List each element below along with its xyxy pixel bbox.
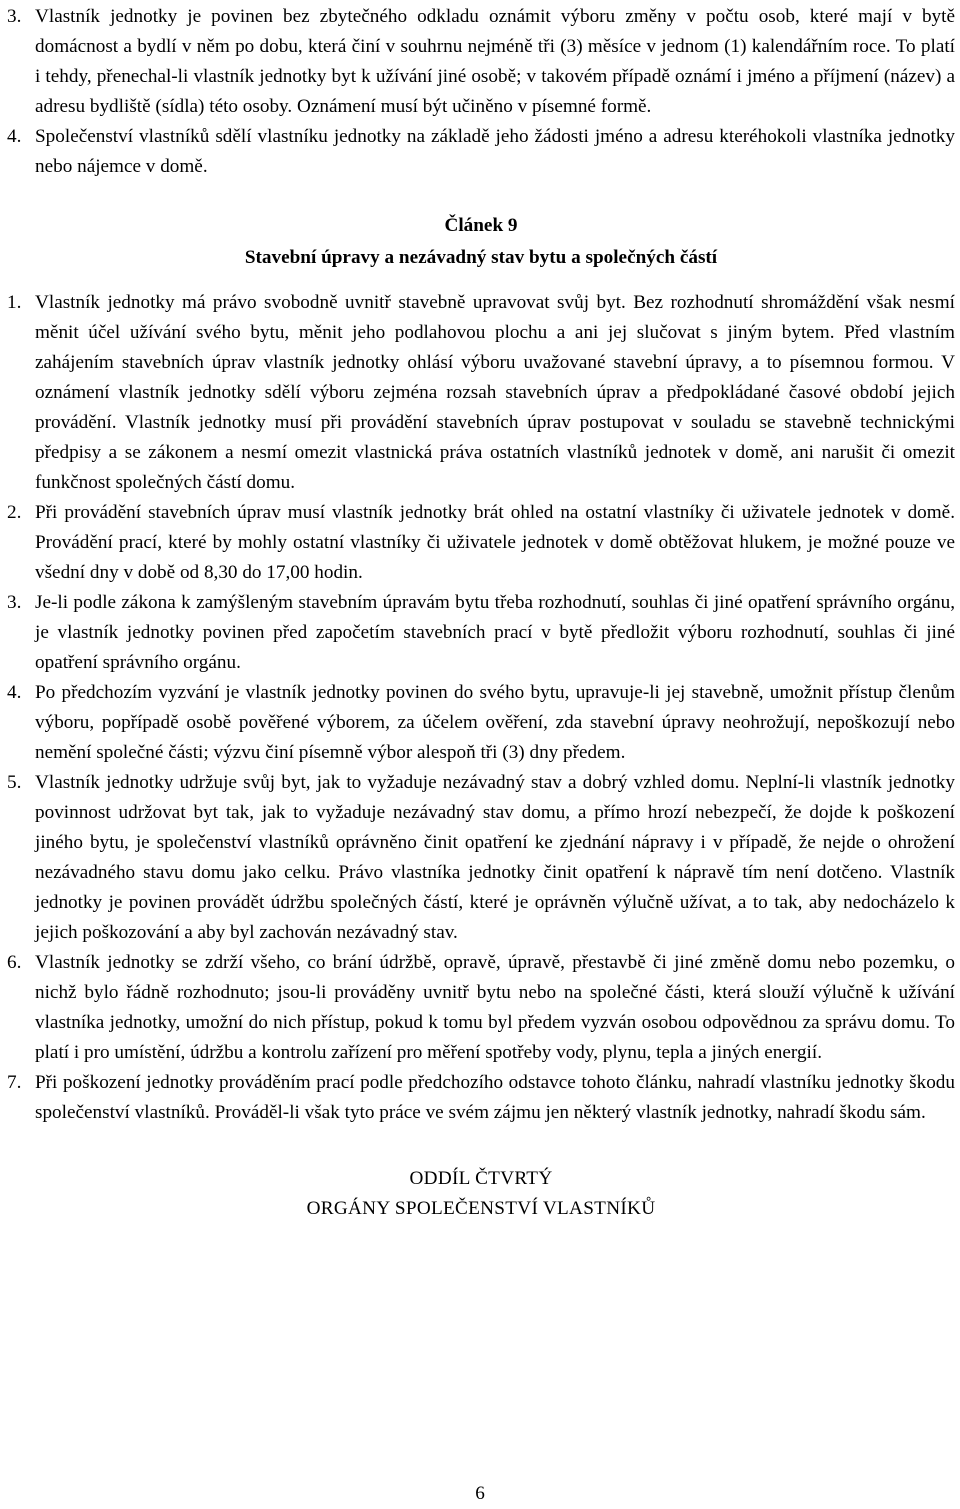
list-item	[7, 498, 955, 588]
list-item	[7, 122, 955, 182]
list-item	[7, 678, 955, 768]
article-number: Článek 9	[444, 215, 518, 236]
list-item	[7, 588, 955, 678]
part-label: ODDÍL ČTVRTÝ	[409, 1168, 553, 1189]
item-number: 5.	[7, 772, 22, 793]
item-text: Vlastník jednotky má právo svobodně uvnitř stavebně upravovat svůj byt. Bez rozhodnutí shromáždění však nesmí měnit účel užívání svého bytu, měnit jeho podlahovou plochu a ani jej slučovat s jiným bytem. Před vlastním zahájením stavebních úprav vlastník jednotky ohlásí výboru uvažované stavební úpravy, a to písemnou formou. V oznámení vlastník jednotky sdělí výboru zejména rozsah stavebních úprav a předpokládané časové období jejich provádění. Vlastník jednotky musí při provádění stavebních úprav postupovat v souladu se stavebně technickými předpisy a se zákonem a nesmí omezit vlastnická práva ostatních vlastníků jednotek v domě, ani narušit či omezit funkčnost společných částí domu.	[35, 292, 955, 493]
item-text: Při provádění stavebních úprav musí vlastník jednotky brát ohled na ostatní vlastníky či uživatele jednotek v domě. Provádění prací, které by mohly ostatní vlastníky či uživatele jednotek v domě obtěžovat hlukem, je možné pouze ve všední dny v době od 8,30 do 17,00 hodin.	[35, 502, 955, 583]
item-number: 3.	[7, 592, 22, 613]
part-title: ORGÁNY SPOLEČENSTVÍ VLASTNÍKŮ	[306, 1198, 656, 1219]
item-text: Vlastník jednotky je povinen bez zbytečného odkladu oznámit výboru změny v počtu osob, které mají v bytě domácnost a bydlí v něm po dobu, která činí v souhrnu nejméně tři (3) měsíce v jednom (1) kalendářním roce. To platí i tehdy, přenechal-li vlastník jednotky byt k užívání jiné osobě; v takovém případě oznámí i jméno a příjmení (název) a adresu bydliště (sídla) této osoby. Oznámení musí být učiněno v písemné formě.	[35, 6, 955, 117]
list-item	[7, 288, 955, 498]
item-text: Je-li podle zákona k zamýšleným stavebním úpravám bytu třeba rozhodnutí, souhlas či jiné opatření správního orgánu, je vlastník jednotky povinen před započetím stavebních prací v bytě předložit výboru rozhodnutí, souhlas či jiné opatření správního orgánu.	[35, 592, 955, 673]
item-number: 2.	[7, 502, 22, 523]
item-text: Po předchozím vyzvání je vlastník jednotky povinen do svého bytu, upravuje-li jej stavebně, umožnit přístup členům výboru, popřípadě osobě pověřené výborem, za účelem ověření, zda stavební úpravy neohrožují, nepoškozují nebo nemění společné části; výzvu činí písemně výbor alespoň tři (3) dny předem.	[35, 682, 955, 763]
item-text: Vlastník jednotky se zdrží všeho, co brání údržbě, opravě, úpravě, přestavbě či jiné změně domu nebo pozemku, o nichž bylo řádně rozhodnuto; jsou-li prováděny uvnitř bytu nebo na společné části, která slouží výlučně k užívání vlastníka jednotky, umožní do nich přístup, pokud k tomu byl předem vyzván osobou odpovědnou za správu domu. To platí i pro umístění, údržbu a kontrolu zařízení pro měření spotřeby vody, plynu, tepla a jiných energií.	[35, 952, 955, 1063]
previous-article-tail	[7, 2, 955, 182]
article-body	[7, 288, 955, 1128]
article-heading	[7, 210, 955, 274]
list-item	[7, 948, 955, 1068]
article-title: Stavební úpravy a nezávadný stav bytu a společných částí	[244, 247, 718, 268]
item-number: 4.	[7, 682, 22, 703]
part-heading	[7, 1164, 955, 1224]
list-item	[7, 2, 955, 122]
item-text: Společenství vlastníků sdělí vlastníku jednotky na základě jeho žádosti jméno a adresu kteréhokoli vlastníka jednotky nebo nájemce v domě.	[35, 126, 955, 177]
item-number: 4.	[7, 126, 22, 147]
list-item	[7, 768, 955, 948]
item-number: 7.	[7, 1072, 22, 1093]
item-text: Při poškození jednotky prováděním prací podle předchozího odstavce tohoto článku, nahradí vlastníku jednotky škodu společenství vlastníků. Prováděl-li však tyto práce ve svém zájmu jen některý vlastník jednotky, nahradí škodu sám.	[35, 1072, 955, 1123]
item-text: Vlastník jednotky udržuje svůj byt, jak to vyžaduje nezávadný stav a dobrý vzhled domu. Neplní-li vlastník jednotky povinnost udržovat byt tak, jak to vyžaduje nezávadný stav domu, a přímo hrozí nebezpečí, že dojde k poškození jiného bytu, je společenství vlastníků oprávněno činit opatření ke zjednání nápravy i v případě, že nejde o ohrožení nezávadného stavu domu jako celku. Právo vlastníka jednotky činit opatření k nápravě tím není dotčeno. Vlastník jednotky je povinen provádět údržbu společných částí, které je oprávněn výlučně užívat, a to tak, aby nedocházelo k jejich poškozování a aby byl zachován nezávadný stav.	[35, 772, 955, 943]
page-number: 6	[475, 1483, 485, 1504]
list-item	[7, 1068, 955, 1128]
item-number: 1.	[7, 292, 22, 313]
item-number: 6.	[7, 952, 22, 973]
item-number: 3.	[7, 6, 22, 27]
